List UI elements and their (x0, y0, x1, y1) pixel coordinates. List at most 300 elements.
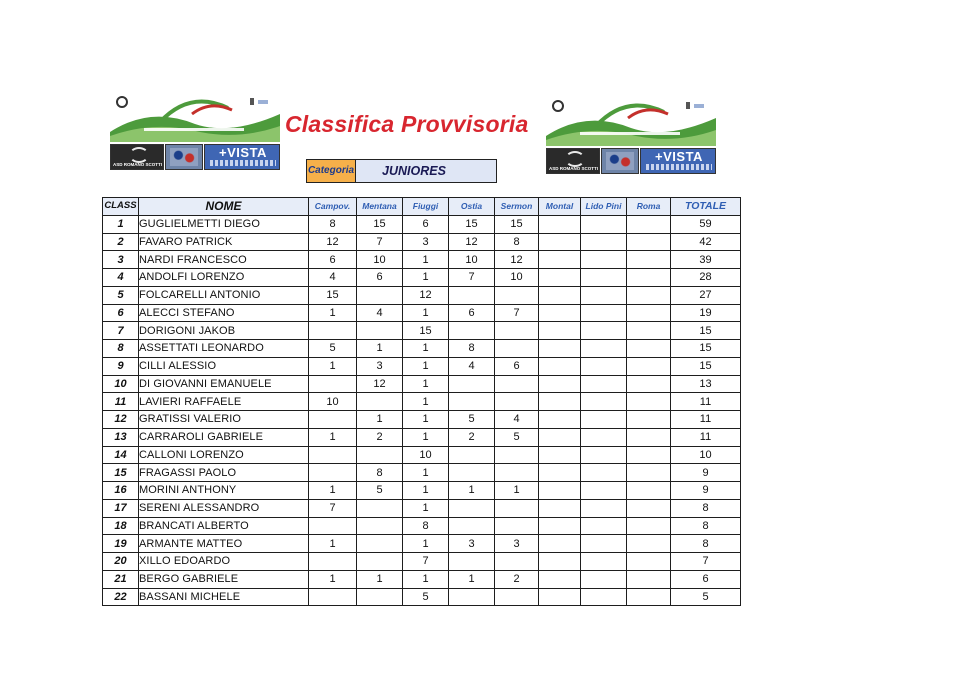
score-cell (581, 464, 627, 482)
score-cell: 5 (449, 411, 495, 429)
athlete-name-cell: DI GIOVANNI EMANUELE (139, 375, 309, 393)
score-cell: 8 (403, 517, 449, 535)
score-cell: 7 (449, 269, 495, 287)
rank-cell: 10 (103, 375, 139, 393)
score-cell (581, 588, 627, 606)
score-cell (627, 535, 671, 553)
score-cell (581, 269, 627, 287)
score-cell (539, 499, 581, 517)
score-cell (539, 428, 581, 446)
score-cell (581, 499, 627, 517)
score-cell (539, 251, 581, 269)
athlete-name-cell: BERGO GABRIELE (139, 570, 309, 588)
col-header-mentana: Mentana (357, 198, 403, 216)
score-cell (627, 322, 671, 340)
athlete-name-cell: MORINI ANTHONY (139, 482, 309, 500)
score-cell (309, 322, 357, 340)
total-cell: 11 (671, 411, 741, 429)
score-cell: 1 (449, 570, 495, 588)
rank-cell: 13 (103, 428, 139, 446)
total-cell: 15 (671, 357, 741, 375)
score-cell (627, 428, 671, 446)
score-cell (581, 233, 627, 251)
club-name: ASD ROMANO SCOTTI (113, 162, 162, 167)
table-row (103, 233, 741, 251)
table-row (103, 357, 741, 375)
score-cell (495, 499, 539, 517)
athlete-name-cell: DORIGONI JAKOB (139, 322, 309, 340)
score-cell (309, 517, 357, 535)
score-cell (627, 251, 671, 269)
score-cell (449, 286, 495, 304)
score-cell: 1 (309, 482, 357, 500)
club-badge (110, 144, 164, 170)
table-row (103, 428, 741, 446)
score-cell (627, 304, 671, 322)
total-cell: 7 (671, 553, 741, 571)
athlete-name-cell: XILLO EDOARDO (139, 553, 309, 571)
score-cell (627, 340, 671, 358)
logo-arc-graphic (110, 96, 280, 142)
vista-tagline-decoration (210, 160, 276, 166)
rank-cell: 15 (103, 464, 139, 482)
athlete-name-cell: ALECCI STEFANO (139, 304, 309, 322)
score-cell: 6 (449, 304, 495, 322)
score-cell (357, 286, 403, 304)
score-cell: 6 (357, 269, 403, 287)
score-cell (581, 482, 627, 500)
event-logo-left (110, 96, 280, 178)
athlete-name-cell: FAVARO PATRICK (139, 233, 309, 251)
total-cell: 8 (671, 517, 741, 535)
score-cell (309, 375, 357, 393)
score-cell: 4 (357, 304, 403, 322)
score-cell (581, 517, 627, 535)
total-cell: 11 (671, 393, 741, 411)
score-cell: 10 (449, 251, 495, 269)
table-row (103, 570, 741, 588)
score-cell: 15 (403, 322, 449, 340)
total-cell: 8 (671, 535, 741, 553)
score-cell (495, 517, 539, 535)
table-row (103, 393, 741, 411)
score-cell (495, 286, 539, 304)
score-cell (539, 446, 581, 464)
score-cell: 10 (495, 269, 539, 287)
table-row (103, 286, 741, 304)
rank-cell: 6 (103, 304, 139, 322)
athlete-name-cell: CARRAROLI GABRIELE (139, 428, 309, 446)
page-title: Classifica Provvisoria (285, 111, 529, 137)
score-cell: 7 (403, 553, 449, 571)
score-cell (495, 446, 539, 464)
col-header-fiuggi: Fiuggi (403, 198, 449, 216)
score-cell: 1 (449, 482, 495, 500)
table-row (103, 269, 741, 287)
score-cell (309, 464, 357, 482)
rank-cell: 14 (103, 446, 139, 464)
score-cell: 7 (495, 304, 539, 322)
rank-cell: 21 (103, 570, 139, 588)
col-header-totale: TOTALE (671, 198, 741, 216)
score-cell (581, 304, 627, 322)
score-cell: 6 (309, 251, 357, 269)
score-cell: 2 (357, 428, 403, 446)
score-cell (449, 588, 495, 606)
score-cell (581, 446, 627, 464)
table-row (103, 215, 741, 233)
score-cell: 15 (309, 286, 357, 304)
score-cell (539, 233, 581, 251)
score-cell (627, 499, 671, 517)
athlete-name-cell: ASSETTATI LEONARDO (139, 340, 309, 358)
score-cell: 4 (495, 411, 539, 429)
score-cell: 15 (495, 215, 539, 233)
score-cell (309, 588, 357, 606)
score-cell (495, 393, 539, 411)
total-cell: 39 (671, 251, 741, 269)
score-cell: 7 (357, 233, 403, 251)
total-cell: 27 (671, 286, 741, 304)
score-cell (627, 215, 671, 233)
total-cell: 13 (671, 375, 741, 393)
standings-table (102, 197, 741, 606)
score-cell (495, 375, 539, 393)
score-cell (539, 215, 581, 233)
score-cell (539, 570, 581, 588)
score-cell (627, 446, 671, 464)
score-cell (539, 464, 581, 482)
score-cell (539, 340, 581, 358)
total-cell: 9 (671, 482, 741, 500)
score-cell: 4 (449, 357, 495, 375)
score-cell: 1 (403, 535, 449, 553)
riders-image-right (606, 152, 634, 170)
score-cell: 1 (309, 570, 357, 588)
score-cell (627, 553, 671, 571)
rank-cell: 4 (103, 269, 139, 287)
vista-brand: +VISTA (219, 145, 267, 160)
score-cell: 1 (403, 357, 449, 375)
riders-photo-right (601, 148, 639, 174)
score-cell: 3 (357, 357, 403, 375)
score-cell: 1 (357, 340, 403, 358)
rank-cell: 9 (103, 357, 139, 375)
score-cell: 1 (309, 357, 357, 375)
vista-brand-right: +VISTA (655, 149, 703, 164)
score-cell (627, 393, 671, 411)
score-cell (581, 428, 627, 446)
riders-photo (165, 144, 203, 170)
total-cell: 8 (671, 499, 741, 517)
score-cell (627, 357, 671, 375)
athlete-name-cell: CALLONI LORENZO (139, 446, 309, 464)
score-cell: 3 (403, 233, 449, 251)
score-cell: 5 (495, 428, 539, 446)
score-cell (539, 482, 581, 500)
score-cell: 6 (403, 215, 449, 233)
score-cell (449, 499, 495, 517)
score-cell: 1 (403, 499, 449, 517)
score-cell (627, 588, 671, 606)
table-row (103, 251, 741, 269)
logo-sponsor-strip (110, 144, 280, 170)
score-cell: 10 (357, 251, 403, 269)
category-box (306, 159, 497, 183)
score-cell: 1 (403, 393, 449, 411)
score-cell: 5 (357, 482, 403, 500)
score-cell: 3 (449, 535, 495, 553)
score-cell (539, 411, 581, 429)
athlete-name-cell: SERENI ALESSANDRO (139, 499, 309, 517)
score-cell (357, 588, 403, 606)
table-row (103, 588, 741, 606)
score-cell (449, 553, 495, 571)
score-cell: 1 (403, 570, 449, 588)
score-cell (627, 517, 671, 535)
score-cell (309, 553, 357, 571)
rank-cell: 22 (103, 588, 139, 606)
score-cell (581, 535, 627, 553)
score-cell (627, 286, 671, 304)
col-header-nome: NOME (139, 198, 309, 216)
table-row (103, 517, 741, 535)
score-cell: 10 (403, 446, 449, 464)
col-header-class: CLASS (103, 198, 139, 216)
total-cell: 6 (671, 570, 741, 588)
score-cell: 1 (403, 482, 449, 500)
score-cell (539, 286, 581, 304)
score-cell (627, 233, 671, 251)
score-cell (539, 322, 581, 340)
riders-image (170, 148, 198, 166)
score-cell (539, 517, 581, 535)
score-cell: 12 (495, 251, 539, 269)
score-cell: 1 (495, 482, 539, 500)
score-cell: 1 (403, 251, 449, 269)
total-cell: 42 (671, 233, 741, 251)
score-cell (357, 322, 403, 340)
athlete-name-cell: GUGLIELMETTI DIEGO (139, 215, 309, 233)
score-cell (357, 393, 403, 411)
table-row (103, 340, 741, 358)
score-cell: 5 (403, 588, 449, 606)
rank-cell: 12 (103, 411, 139, 429)
table-row (103, 304, 741, 322)
score-cell (581, 375, 627, 393)
score-cell: 12 (357, 375, 403, 393)
athlete-name-cell: NARDI FRANCESCO (139, 251, 309, 269)
rank-cell: 19 (103, 535, 139, 553)
athlete-name-cell: CILLI ALESSIO (139, 357, 309, 375)
score-cell (449, 446, 495, 464)
table-row (103, 446, 741, 464)
score-cell: 5 (309, 340, 357, 358)
rank-cell: 17 (103, 499, 139, 517)
score-cell (627, 570, 671, 588)
total-cell: 9 (671, 464, 741, 482)
rank-cell: 5 (103, 286, 139, 304)
total-cell: 19 (671, 304, 741, 322)
total-cell: 10 (671, 446, 741, 464)
table-row (103, 482, 741, 500)
score-cell (309, 411, 357, 429)
score-cell: 4 (309, 269, 357, 287)
score-cell (581, 286, 627, 304)
logo-sponsor-strip-right (546, 148, 716, 174)
athlete-name-cell: BASSANI MICHELE (139, 588, 309, 606)
score-cell (357, 535, 403, 553)
score-cell (539, 393, 581, 411)
score-cell (581, 411, 627, 429)
rank-cell: 3 (103, 251, 139, 269)
rank-cell: 1 (103, 215, 139, 233)
table-row (103, 375, 741, 393)
score-cell (539, 535, 581, 553)
col-header-montal: Montal (539, 198, 581, 216)
category-value: JUNIORES (356, 160, 496, 182)
score-cell: 12 (309, 233, 357, 251)
score-cell (357, 499, 403, 517)
standings-body (103, 215, 741, 606)
athlete-name-cell: LAVIERI RAFFAELE (139, 393, 309, 411)
score-cell (581, 340, 627, 358)
score-cell: 8 (357, 464, 403, 482)
athlete-name-cell: BRANCATI ALBERTO (139, 517, 309, 535)
total-cell: 59 (671, 215, 741, 233)
score-cell (309, 446, 357, 464)
score-cell: 1 (403, 375, 449, 393)
score-cell (539, 269, 581, 287)
col-header-lido-pini: Lido Pini (581, 198, 627, 216)
score-cell: 1 (357, 570, 403, 588)
score-cell (449, 375, 495, 393)
category-label: Categoria (307, 160, 356, 182)
score-cell: 15 (449, 215, 495, 233)
score-cell: 1 (403, 428, 449, 446)
table-header-row (103, 198, 741, 216)
score-cell: 8 (495, 233, 539, 251)
score-cell: 1 (403, 464, 449, 482)
col-header-ostia: Ostia (449, 198, 495, 216)
total-cell: 15 (671, 340, 741, 358)
score-cell (495, 464, 539, 482)
logo-arc-graphic-right (546, 100, 716, 146)
score-cell (581, 357, 627, 375)
score-cell: 6 (495, 357, 539, 375)
score-cell (495, 340, 539, 358)
score-cell (539, 553, 581, 571)
score-cell (449, 322, 495, 340)
score-cell: 2 (495, 570, 539, 588)
total-cell: 15 (671, 322, 741, 340)
rank-cell: 7 (103, 322, 139, 340)
score-cell: 1 (403, 304, 449, 322)
table-row (103, 411, 741, 429)
score-cell (581, 570, 627, 588)
table-row (103, 322, 741, 340)
score-cell (627, 464, 671, 482)
rank-cell: 2 (103, 233, 139, 251)
score-cell (357, 553, 403, 571)
score-cell (581, 393, 627, 411)
col-header-campov: Campov. (309, 198, 357, 216)
score-cell (581, 322, 627, 340)
score-cell: 1 (403, 269, 449, 287)
rank-cell: 16 (103, 482, 139, 500)
score-cell (581, 251, 627, 269)
club-emblem-icon (129, 147, 149, 163)
score-cell: 1 (309, 304, 357, 322)
athlete-name-cell: ARMANTE MATTEO (139, 535, 309, 553)
score-cell: 1 (403, 340, 449, 358)
rank-cell: 20 (103, 553, 139, 571)
col-header-roma: Roma (627, 198, 671, 216)
total-cell: 11 (671, 428, 741, 446)
score-cell (581, 553, 627, 571)
table-row (103, 464, 741, 482)
score-cell: 12 (403, 286, 449, 304)
score-cell: 1 (309, 535, 357, 553)
table-row (103, 535, 741, 553)
score-cell (495, 553, 539, 571)
rank-cell: 8 (103, 340, 139, 358)
table-row (103, 553, 741, 571)
score-cell (449, 393, 495, 411)
score-cell: 10 (309, 393, 357, 411)
score-cell (627, 375, 671, 393)
score-cell: 12 (449, 233, 495, 251)
score-cell: 1 (309, 428, 357, 446)
score-cell (495, 588, 539, 606)
club-badge-right (546, 148, 600, 174)
table-row (103, 499, 741, 517)
score-cell: 2 (449, 428, 495, 446)
event-logo-right (546, 100, 716, 182)
score-cell (495, 322, 539, 340)
score-cell (449, 517, 495, 535)
score-cell (581, 215, 627, 233)
club-emblem-icon-right (565, 151, 585, 167)
rank-cell: 11 (103, 393, 139, 411)
athlete-name-cell: GRATISSI VALERIO (139, 411, 309, 429)
score-cell (357, 446, 403, 464)
athlete-name-cell: ANDOLFI LORENZO (139, 269, 309, 287)
athlete-name-cell: FRAGASSI PAOLO (139, 464, 309, 482)
score-cell (627, 482, 671, 500)
score-cell (539, 375, 581, 393)
total-cell: 5 (671, 588, 741, 606)
score-cell: 8 (449, 340, 495, 358)
athlete-name-cell: FOLCARELLI ANTONIO (139, 286, 309, 304)
total-cell: 28 (671, 269, 741, 287)
score-cell (449, 464, 495, 482)
score-cell: 1 (403, 411, 449, 429)
club-name-right: ASD ROMANO SCOTTI (549, 166, 598, 171)
score-cell: 8 (309, 215, 357, 233)
score-cell (357, 517, 403, 535)
col-header-sermon: Sermon (495, 198, 539, 216)
rank-cell: 18 (103, 517, 139, 535)
vista-tagline-decoration-right (646, 164, 712, 170)
score-cell (539, 304, 581, 322)
score-cell: 7 (309, 499, 357, 517)
score-cell (627, 411, 671, 429)
score-cell (539, 357, 581, 375)
score-cell: 1 (357, 411, 403, 429)
score-cell (539, 588, 581, 606)
score-cell: 15 (357, 215, 403, 233)
